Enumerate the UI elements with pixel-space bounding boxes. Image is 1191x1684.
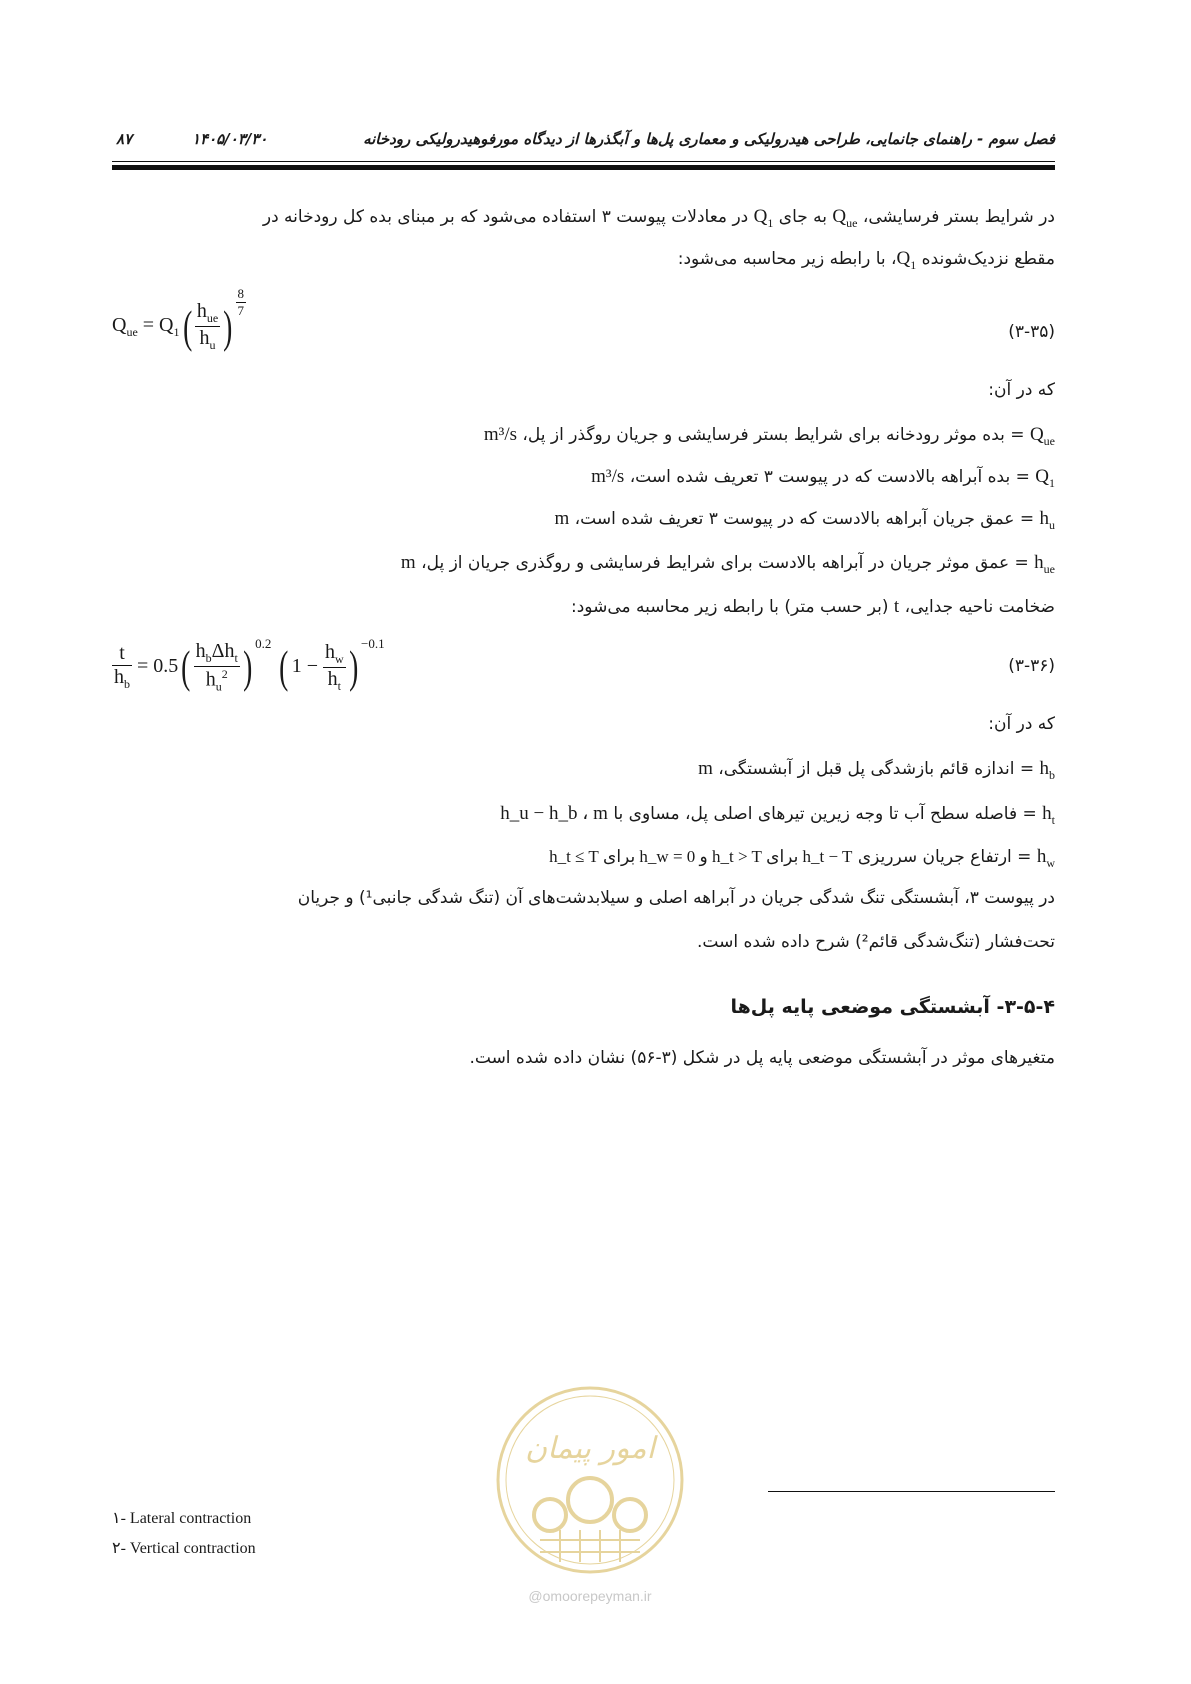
section-text: متغیرهای موثر در آبشستگی موضعی پایه پل در شکل (۳-۵۶) نشان داده شده است. — [469, 1048, 1055, 1068]
where-label-1: که در آن: — [988, 380, 1055, 400]
paragraph-2-line-2: تحت‌فشار (تنگ‌شدگی قائم²) شرح داده شده است. — [697, 932, 1055, 952]
intro-line-1: در شرایط بستر فرسایشی، $Q_{ue}$ به جای $Q_1$ در معادلات پیوست ۳ استفاده می‌شود که بر مبنای بده کل رودخانه در — [262, 206, 1055, 230]
footnote-rule — [768, 1491, 1055, 1492]
header-rule-thick — [112, 165, 1055, 170]
thickness-line: ضخامت ناحیه جدایی، t (بر حسب متر) با رابطه زیر محاسبه می‌شود: — [571, 596, 1055, 617]
definition-hw: $h_w$ = ارتفاع جریان سرریزی h_t − T برای h_t > T و h_w = 0 برای h_t ≤ T — [549, 846, 1055, 870]
definition-hue: $h_{ue}$ = عمق موثر جریان در آبراهه بالادست برای شرایط فرسایشی و روگذری جریان از پل، m — [400, 552, 1055, 576]
definition-que: $Q_{ue}$ = بده موثر رودخانه برای شرایط بستر فرسایشی و جریان روگذر از پل، m³/s — [483, 424, 1055, 448]
fraction-t-hb: $\frac{t}{h_b}$ — [114, 642, 130, 692]
footnote-2: ۲- Vertical contraction — [112, 1540, 256, 1557]
equation-3-35: $Q_{ue} = Q_1$( $\frac{h_{ue}}{h_u}$ ) $\frac{8}{7}$ — [112, 286, 244, 352]
section-heading: ۳-۵-۴- آبشستگی موضعی پایه پل‌ها — [730, 996, 1055, 1018]
fraction-hb-dht-hu2: $\frac{h_b\Delta h_t}{h_u^2}$ — [195, 640, 238, 694]
footnote-1: ۱- Lateral contraction — [112, 1510, 252, 1527]
fraction-hue-hu: $\frac{h_{ue}}{h_u}$ — [196, 300, 219, 352]
intro-line-2: مقطع نزدیک‌شونده $Q_1،$ با رابطه زیر محاسبه می‌شود: — [677, 248, 1055, 272]
running-header — [112, 126, 1055, 156]
where-label-2: که در آن: — [988, 714, 1055, 734]
definition-q1: $Q_1$ = بده آبراهه بالادست که در پیوست ۳ تعریف شده است، m³/s — [591, 466, 1055, 490]
page-number: ۸۷ — [116, 130, 133, 148]
definition-hu: $h_u$ = عمق جریان آبراهه بالادست که در پیوست ۳ تعریف شده است، m — [554, 508, 1055, 532]
paragraph-2-line-1: در پیوست ۳، آبشستگی تنگ شدگی جریان در آبراهه اصلی و سیلابدشت‌های آن (تنگ شدگی جانبی¹) و جریان — [297, 888, 1055, 908]
header-title: فصل سوم - راهنمای جانمایی، طراحی هیدرولیکی و معماری پل‌ها و آبگذرها از دیدگاه مورفوهیدرولیکی رودخانه — [363, 130, 1055, 148]
header-date: ۱۴۰۵/۰۳/۳۰ — [192, 130, 268, 148]
fraction-hw-ht: $\frac{h_w}{h_t}$ — [325, 640, 344, 693]
equation-3-36: $\frac{t}{h_b}$ = 0.5( $\frac{h_b\Delta h_t}{h_u^2}$ ) $^{0.2}$ ( 1 − $\frac{h_w}{h_t}$ ) $^{-0.1}$ — [114, 636, 385, 694]
definition-hb: $h_b$ = اندازه قائم بازشدگی پل قبل از آبشستگی، m — [698, 758, 1055, 782]
equation-number-3-36: (۳-۳۶) — [1008, 656, 1055, 676]
watermark-url: @omoorepeyman.ir — [528, 1588, 652, 1604]
header-rule-thin — [112, 161, 1055, 162]
definition-ht: $h_t$ = فاصله سطح آب تا وجه زیرین تیرهای اصلی پل، مساوی با h_u − h_b ، m — [500, 803, 1055, 827]
watermark-logo-icon — [490, 1380, 690, 1580]
exponent-8-7: $\frac{8}{7}$ — [237, 286, 244, 318]
svg-text:امور پیمان: امور پیمان — [525, 1431, 655, 1466]
equation-number-3-35: (۳-۳۵) — [1008, 322, 1055, 342]
